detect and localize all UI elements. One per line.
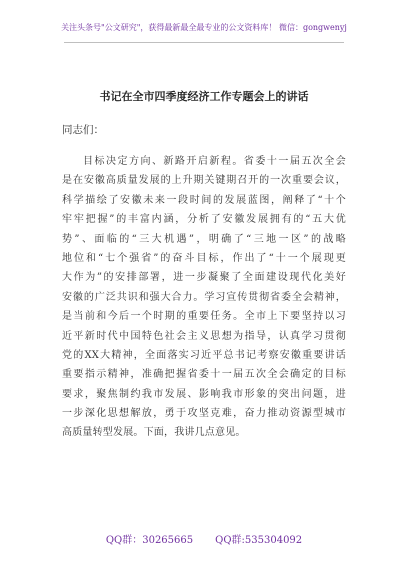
paragraph-line: 是在安徽高质量发展的上升期关键期召开的一次重要会议， <box>62 175 346 187</box>
paragraph-line: 安徽的广泛共识和强大合力。学习宣传贯彻省委全会精神， <box>62 291 346 303</box>
paragraph-line: 是当前和今后一个时期的重要任务。全市上下要坚持以习 <box>62 311 346 323</box>
paragraph-line: 重要指示精神，准确把握省委十一届五次全会确定的目标 <box>62 369 346 381</box>
paragraph-line: 大作为”的安排部署，进一步凝聚了全面建设现代化美好 <box>62 272 346 284</box>
paragraph-line: 党的XX大精神，全面落实习近平总书记考察安徽重要讲话 <box>62 349 346 361</box>
footer-contacts <box>0 534 408 548</box>
header-banner: 关注头条号"公文研究"，获得最新最全最专业的公文资料库！ 微信：gongwenyj <box>61 23 347 32</box>
header-divider <box>64 42 344 43</box>
paragraph-line: 科学描绘了安徽未来一段时间的发展蓝图，阐释了“十个 <box>62 194 346 206</box>
document-title: 书记在全市四季度经济工作专题会上的讲话 <box>99 90 309 103</box>
paragraph-line: 地位和“七个强省”的奋斗目标，作出了“十一个展现更 <box>62 252 346 264</box>
paragraph-line: 要求，聚焦制约我市发展、影响我市形象的突出问题，进 <box>62 388 346 400</box>
body-paragraph <box>62 152 346 443</box>
footer-qq-group-2: QQ群:535304092 <box>215 535 303 546</box>
paragraph-line: 一步深化思想解放，勇于攻坚克难，奋力推动资源型城市 <box>62 408 346 420</box>
paragraph-line: 目标决定方向、新路开启新程。省委十一届五次全会 <box>83 156 346 167</box>
paragraph-line: 牢牢把握”的丰富内涵，分析了安徽发展拥有的“五大优 <box>62 214 346 226</box>
paragraph-line: 势”、面临的“三大机遇”，明确了“三地一区”的战略 <box>62 233 346 245</box>
footer-qq-group-1: QQ群：30265665 <box>105 535 194 546</box>
salutation: 同志们： <box>62 124 104 136</box>
paragraph-line: 高质量转型发展。下面，我讲几点意见。 <box>62 427 246 439</box>
paragraph-line: 近平新时代中国特色社会主义思想为指导，认真学习贯彻 <box>62 330 346 342</box>
